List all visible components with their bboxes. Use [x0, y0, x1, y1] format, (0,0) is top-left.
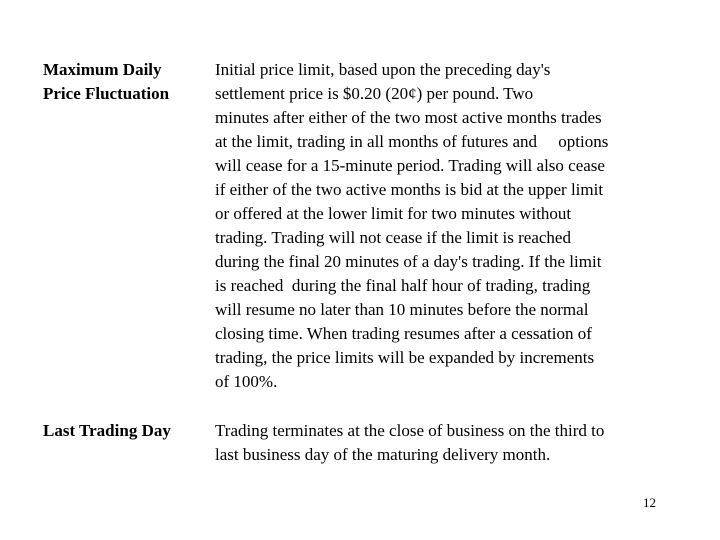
spec-term-line: Maximum Daily [43, 60, 162, 79]
spec-term [43, 58, 208, 106]
spec-description-line: Trading terminates at the close of business on the third to [215, 421, 605, 440]
spec-description-line: at the limit, trading in all months of futures and options [215, 132, 609, 151]
spec-description-line: will cease for a 15-minute period. Trading will also cease [215, 156, 605, 175]
spec-term-line: Last Trading Day [43, 421, 171, 440]
spec-description-line: trading. Trading will not cease if the limit is reached [215, 228, 571, 247]
spec-description-line: minutes after either of the two most active months trades [215, 108, 602, 127]
spec-description-line: closing time. When trading resumes after a cessation of [215, 324, 592, 343]
spec-description-line: settlement price is $0.20 (20¢) per pound. Two [215, 84, 534, 103]
spec-description-line: trading, the price limits will be expanded by increments [215, 348, 595, 367]
spec-description-line: last business day of the maturing delivery month. [215, 445, 551, 464]
spec-description-line: Initial price limit, based upon the preceding day's [215, 60, 551, 79]
spec-term [43, 419, 208, 443]
spec-description [215, 419, 685, 467]
spec-description-line: if either of the two active months is bid at the upper limit [215, 180, 604, 199]
spec-description-line: is reached during the final half hour of trading, trading [215, 276, 591, 295]
spec-description [215, 58, 685, 394]
spec-term-line: Price Fluctuation [43, 84, 170, 103]
spec-description-line: of 100%. [215, 372, 278, 391]
spec-description-line: will resume no later than 10 minutes before the normal [215, 300, 589, 319]
page-number: 12 [643, 495, 656, 510]
spec-description-line: during the final 20 minutes of a day's trading. If the limit [215, 252, 602, 271]
spec-description-line: or offered at the lower limit for two minutes without [215, 204, 572, 223]
